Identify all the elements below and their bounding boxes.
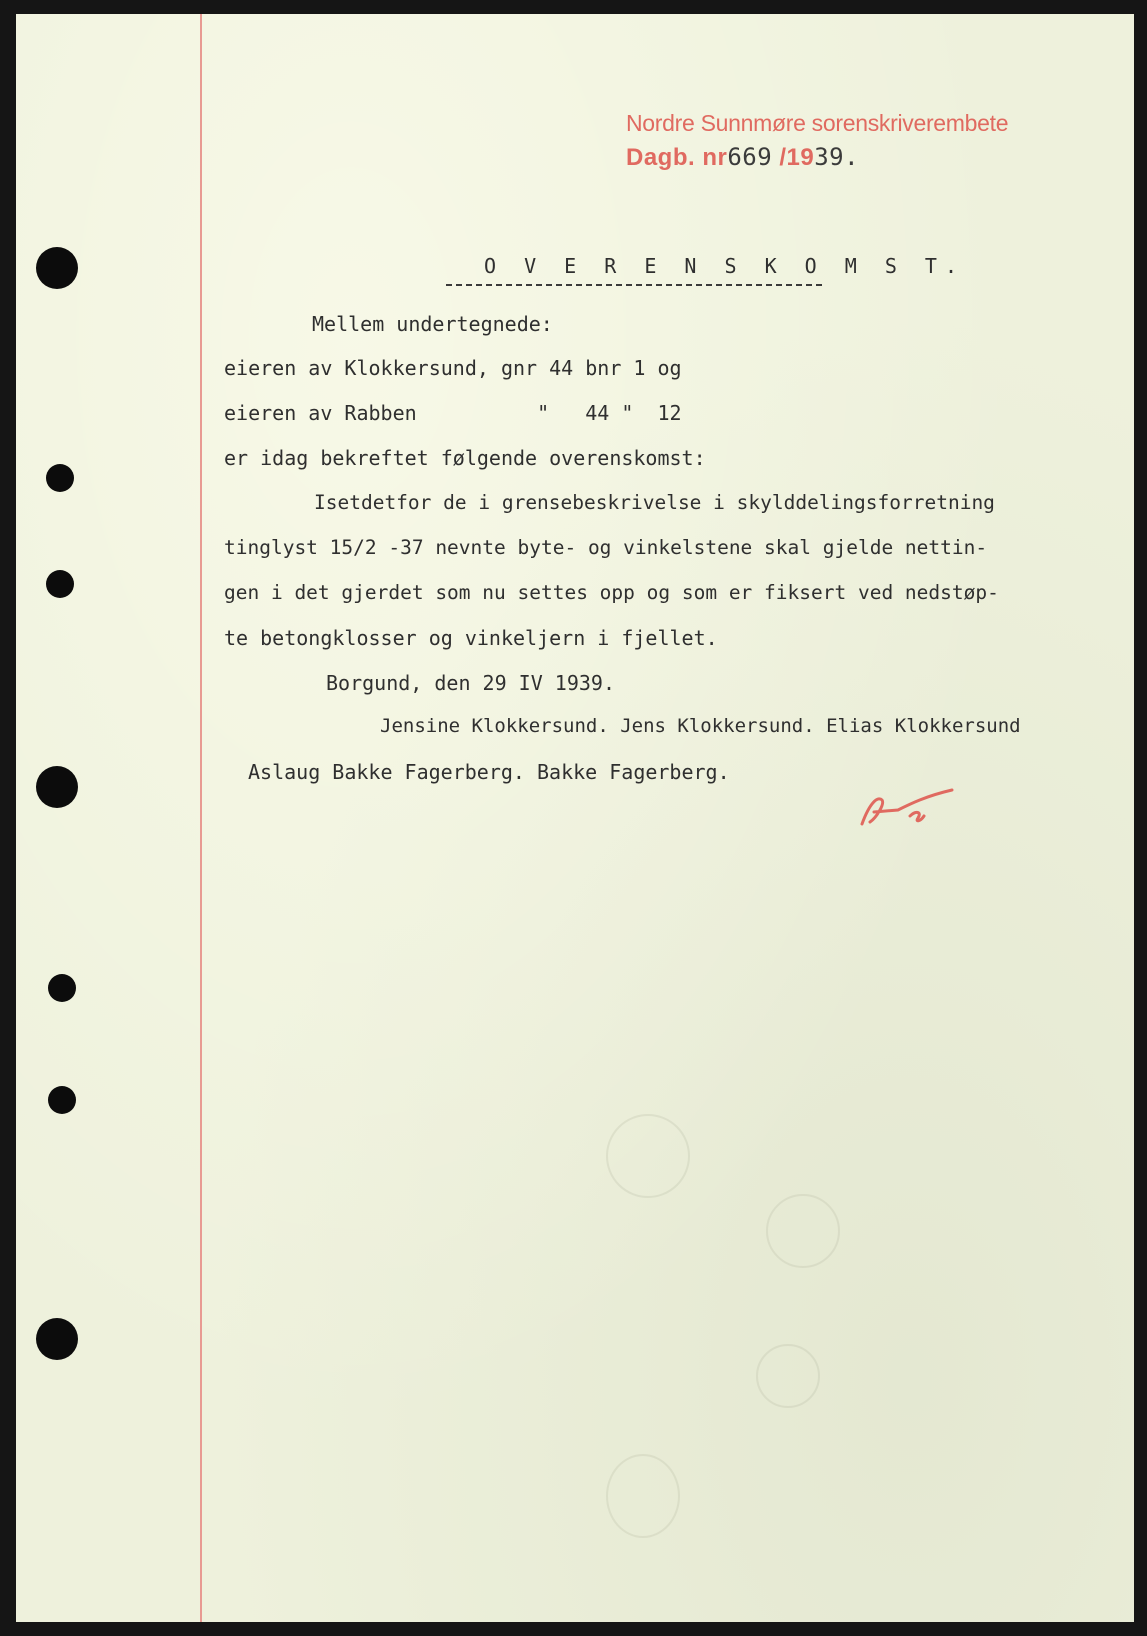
handwritten-initials	[852, 782, 972, 842]
line-party-2: eieren av Rabben " 44 " 12	[224, 401, 682, 425]
registry-year: 39.	[814, 143, 860, 171]
registry-stamp-prefix: Dagb. nr	[626, 144, 728, 171]
line-party-1: eieren av Klokkersund, gnr 44 bnr 1 og	[224, 356, 682, 380]
bleed-through-mark	[766, 1194, 840, 1268]
registry-stamp-entry	[626, 143, 859, 172]
punch-hole	[48, 1086, 76, 1114]
punch-hole	[46, 464, 74, 492]
line-place-date: Borgund, den 29 IV 1939.	[326, 671, 615, 695]
registry-number: 669	[727, 143, 773, 171]
punch-hole	[36, 1318, 78, 1360]
registry-year-separator: /19	[772, 144, 815, 171]
bleed-through-mark	[606, 1454, 680, 1538]
document-title: O V E R E N S K O M S T.	[484, 254, 965, 278]
punch-hole	[48, 974, 76, 1002]
margin-rule	[200, 14, 202, 1622]
line-body-1: Isetdetfor de i grensebeskrivelse i skylddelingsforretning	[314, 491, 995, 514]
punch-hole	[46, 570, 74, 598]
punch-hole	[36, 247, 78, 289]
document-page	[16, 14, 1134, 1622]
line-signatures-1: Jensine Klokkersund. Jens Klokkersund. Elias Klokkersund	[380, 715, 1021, 737]
line-body-4: te betongklosser og vinkeljern i fjellet.	[224, 626, 718, 650]
registry-stamp-office: Nordre Sunnmøre sorenskriverembete	[626, 110, 1009, 136]
bleed-through-mark	[756, 1344, 820, 1408]
line-parties-intro: Mellem undertegnede:	[312, 312, 553, 336]
line-body-2: tinglyst 15/2 -37 nevnte byte- og vinkelstene skal gjelde nettin-	[224, 536, 988, 559]
title-underline	[446, 284, 822, 286]
bleed-through-mark	[606, 1114, 690, 1198]
line-body-3: gen i det gjerdet som nu settes opp og som er fiksert ved nedstøp-	[224, 581, 999, 604]
punch-hole	[36, 766, 78, 808]
line-agreement-intro: er idag bekreftet følgende overenskomst:	[224, 446, 706, 470]
line-signatures-2: Aslaug Bakke Fagerberg. Bakke Fagerberg.	[248, 760, 730, 784]
